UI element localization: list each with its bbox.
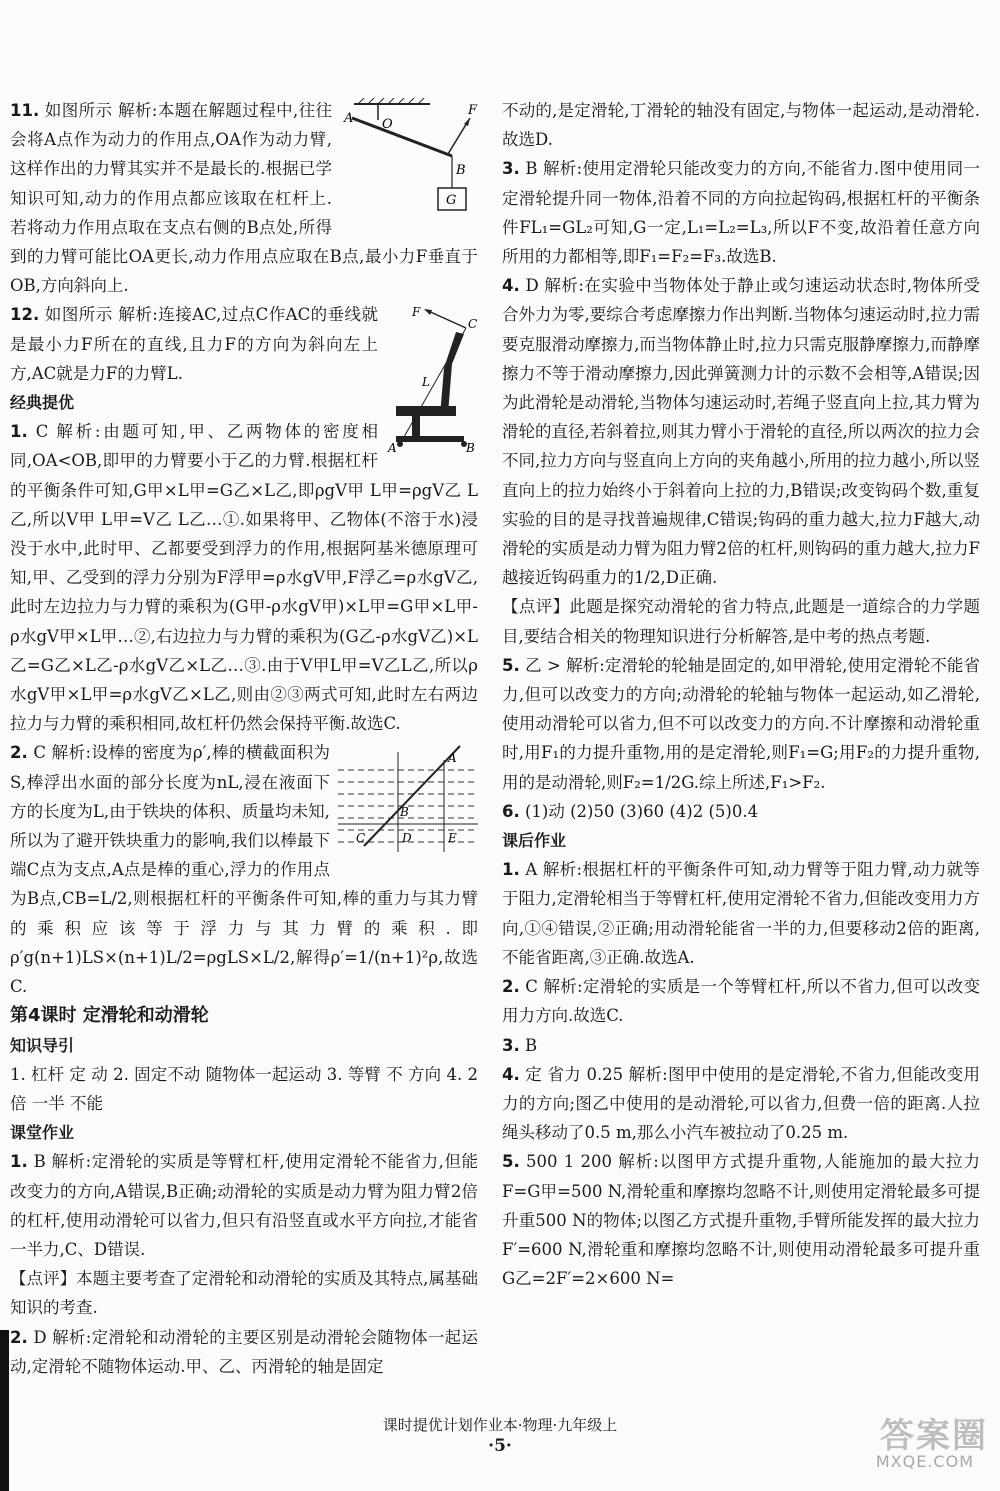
after-q5 <box>502 1147 980 1293</box>
class-q3-number: 3. <box>502 159 520 179</box>
class-q6-number: 6. <box>502 801 520 821</box>
class-q2-continued: 不动的,是定滑轮,丁滑轮的轴没有固定,与物体一起运动,是动滑轮.故选D. <box>502 101 980 150</box>
q12-text: 如图所示 解析:连接AC,过点C作AC的垂线就是最小力F所在的直线,且力F的方向为斜向左上方,AC就是力F的力臂L. <box>10 305 378 383</box>
class-q5 <box>502 651 980 797</box>
after-q3-text: B <box>525 1035 538 1055</box>
lesson-title: 第4课时 定滑轮和动滑轮 <box>10 1005 209 1027</box>
after-q3 <box>502 1031 980 1060</box>
section-guide: 知识导引 <box>10 1035 75 1055</box>
class-q6 <box>502 797 980 826</box>
q12-number: 12. <box>10 305 40 325</box>
fig2-label-e: E <box>448 831 457 846</box>
fig2-label-c: C <box>356 831 366 846</box>
q11-number: 11. <box>10 101 40 120</box>
section-after-class: 课后作业 <box>502 831 567 851</box>
section-classic: 经典提优 <box>10 393 75 413</box>
fig11-label-o: O <box>382 117 393 132</box>
fig12-label-l: L <box>422 375 430 390</box>
figure-classic-q2 <box>338 742 478 864</box>
fig2-label-b: B <box>400 805 409 820</box>
class-q5-number: 5. <box>502 655 520 675</box>
classic-q1 <box>10 417 478 738</box>
class-q4 <box>502 271 980 592</box>
class-q4-number: 4. <box>502 276 520 296</box>
class-q2-text: D 解析:定滑轮和动滑轮的主要区别是动滑轮会随物体一起运动,定滑轮不随物体运动.甲、乙、丙滑轮的轴是固定 <box>10 1327 478 1376</box>
after-q5-number: 5. <box>502 1152 520 1172</box>
fig12-label-c: C <box>468 317 478 332</box>
figure-q11 <box>340 98 478 222</box>
fig2-label-a: A <box>448 751 457 766</box>
watermark-logo: 答案圈 <box>880 1416 988 1456</box>
classic-q2-number: 2. <box>10 743 28 763</box>
fig2-label-d: D <box>402 831 412 846</box>
classic-q1-number: 1. <box>10 422 28 442</box>
class-q1-review: 【点评】本题主要考查了定滑轮和动滑轮的实质及其特点,属基础知识的考查. <box>10 1269 478 1318</box>
after-q5-text: 500 1 200 解析:以图甲方式提升重物,人能施加的最大拉力F=G甲=500 N,滑轮重和摩擦均忽略不计,则使用定滑轮最多可提升重500 N的物体;以图乙方式提升重物,手臂所能发挥的最大拉力F′=600 N,滑轮重和摩擦均忽略不计,则使用动滑轮最多可提升重G乙=2F′=2×600 N= <box>502 1152 980 1289</box>
after-q4-number: 4. <box>502 1064 520 1084</box>
class-q1 <box>10 1147 478 1264</box>
fig11-label-f: F <box>468 103 478 118</box>
fig12-label-f: F <box>412 305 421 320</box>
class-q3 <box>502 154 980 271</box>
class-q1-text: B 解析:定滑轮的实质是等臂杠杆,使用定滑轮不能省力,但能改变力的方向,A错误,B正确;动滑轮的实质是动力臂为阻力臂2倍的杠杆,使用动滑轮可以省力,但只有沿竖直或水平方向拉,才能省一半力,C、D错误. <box>10 1152 479 1259</box>
class-q5-text: 乙 > 解析:定滑轮的轮轴是固定的,如甲滑轮,使用定滑轮不能省力,但可以改变力的方向;动滑轮的轮轴与物体一起运动,如乙滑轮,使用动滑轮可以省力,但不可以改变力的方向.不计摩擦和动滑轮重时,用F₁的力提升重物,用的是定滑轮,则F₁=G;用F₂的力提升重物,用的是动滑轮,则F₂=1/2G.综上所述,F₁>F₂. <box>502 655 980 792</box>
left-column <box>10 96 478 1381</box>
q11-text: 如图所示 解析:本题在解题过程中,往往会将A点作为动力的作用点,OA作为动力臂,这样作出的力臂其实并不是最长的.根据已学知识可知,动力的作用点都应该取在杠杆上.若将动力作用点取在支点右侧的B点处,所得到的力臂可能比OA更长,动力作用点应取在B点,最小力F垂直于OB,方向斜向上. <box>10 101 478 296</box>
class-q2 <box>10 1323 478 1381</box>
classic-q1-text: C 解析:由题可知,甲、乙两物体的密度相同,OA<OB,即甲的力臂要小于乙的力臂.根据杠杆的平衡条件可知,G甲×L甲=G乙×L乙,即ρgV甲 L甲=ρgV乙 L乙,所以V甲 L甲=V乙 L乙…①.如果将甲、乙物体(不溶于水)浸没于水中,此时甲、乙都要受到浮力的作用,根据阿基米德原理可知,甲、乙受到的浮力分别为F浮甲=ρ水gV甲,F浮乙=ρ水gV乙,此时左边拉力与力臂的乘积为(G甲-ρ水gV甲)×L甲=G甲×L甲-ρ水gV甲×L甲…②,右边拉力与力臂的乘积为(G乙-ρ水gV乙)×L乙=G乙×L乙-ρ水gV乙×L乙…③.由于V甲L甲=V乙L乙,所以ρ水gV甲×L甲=ρ水gV乙×L乙,则由②③两式可知,此时左右两边拉力与力臂的乘积相同,故杠杆仍然会保持平衡.故选C. <box>10 422 478 734</box>
fig11-label-b: B <box>456 163 466 178</box>
fig11-label-g: G <box>446 193 457 208</box>
after-q2-number: 2. <box>502 977 520 997</box>
figure-q12 <box>386 304 478 454</box>
watermark-url: MXQE.COM <box>875 1452 974 1471</box>
footer-book-title: 课时提优计划作业本·物理·九年级上 <box>382 1416 618 1434</box>
after-q2-text: C 解析:定滑轮的实质是一个等臂杠杆,所以不省力,但可以改变用力方向.故选C. <box>502 977 980 1026</box>
class-q3-text: B 解析:使用定滑轮只能改变力的方向,不能省力.图中使用同一定滑轮提升同一物体,沿着不同的方向拉起钩码,根据杠杆的平衡条件FL₁=GL₂可知,G一定,L₁=L₂=L₃,所以F不变,故沿着任意方向所用的力都相等,即F₁=F₂=F₃.故选B. <box>502 159 980 267</box>
guide-answers: 1. 杠杆 定 动 2. 固定不动 随物体一起运动 3. 等臂 不 方向 4. 2倍 一半 不能 <box>10 1064 478 1113</box>
class-q1-number: 1. <box>10 1152 28 1172</box>
after-q1 <box>502 855 980 972</box>
page-number: ·5· <box>488 1436 512 1456</box>
after-q4 <box>502 1060 980 1148</box>
fig11-label-a: A <box>344 111 354 126</box>
after-q1-number: 1. <box>502 860 520 880</box>
section-class-work: 课堂作业 <box>10 1123 75 1143</box>
class-q2-number: 2. <box>10 1327 28 1347</box>
after-q4-text: 定 省力 0.25 解析:图甲中使用的是定滑轮,不省力,但能改变用力的方向;图乙中使用的是动滑轮,可以省力,但费一倍的距离.人拉绳头移动了0.5 m,那么小汽车被拉动了0.25 m. <box>502 1064 981 1143</box>
class-q6-text: (1)动 (2)50 (3)60 (4)2 (5)0.4 <box>525 801 759 821</box>
after-q2 <box>502 972 980 1030</box>
after-q3-number: 3. <box>502 1035 520 1055</box>
class-q4-review: 【点评】此题是探究动滑轮的省力特点,此题是一道综合的力学题目,要结合相关的物理知识进行分析解答,是中考的热点考题. <box>502 597 980 646</box>
after-q1-text: A 解析:根据杠杆的平衡条件可知,动力臂等于阻力臂,动力就等于阻力,定滑轮相当于等臂杠杆,使用定滑轮不省力,但能改变用力方向,①④错误,②正确;用动滑轮能省一半的力,但要移动2倍的距离,不能省距离,③正确.故选A. <box>502 860 980 967</box>
fig12-label-a: A <box>388 441 397 455</box>
right-column <box>502 96 980 1293</box>
class-q4-text: D 解析:在实验中当物体处于静止或匀速运动状态时,物体所受合外力为零,要综合考虑摩擦力作出判断.当物体匀速运动时,拉力需要克服滑动摩擦力,而当物体静止时,拉力只需克服静摩擦力,而静摩擦力不等于滑动摩擦力,因此弹簧测力计的示数不会相等,A错误;因为此滑轮是动滑轮,当物体匀速运动时,若绳子竖直向上拉,其力臂为滑轮的直径,若斜着拉,则其力臂小于滑轮的直径,所以两次的拉力会不同,拉力方向与竖直向上方向的夹角越小,所用的拉力越小,所以竖直向上的拉力始终小于斜着向上拉的力,B错误;改变钩码个数,重复实验的目的是寻找普遍规律,C错误;钩码的重力越大,拉力F越大,动滑轮的实质是动力臂为阻力臂2倍的杠杆,则钩码的重力越大,拉力F越接近钩码重力的1/2,D正确. <box>502 276 980 588</box>
fig12-label-b: B <box>466 441 475 455</box>
scan-edge <box>0 1330 9 1491</box>
classic-q2-text: C 解析:设棒的密度为ρ′,棒的横截面积为S,棒浮出水面的部分长度为nL,浸在液面下方的长度为L,由于铁块的体积、质量均未知,所以为了避开铁块重力的影响,我们以棒最下端C点为支点,A点是棒的重心,浮力的作用点为B点,CB=L/2,则根据杠杆的平衡条件可知,棒的重力与其力臂的乘积应该等于浮力与其力臂的乘积.即ρ′g(n+1)LS×(n+1)L/2=ρgLS×L/2,解得ρ′=1/(n+1)²ρ,故选C. <box>10 743 478 997</box>
